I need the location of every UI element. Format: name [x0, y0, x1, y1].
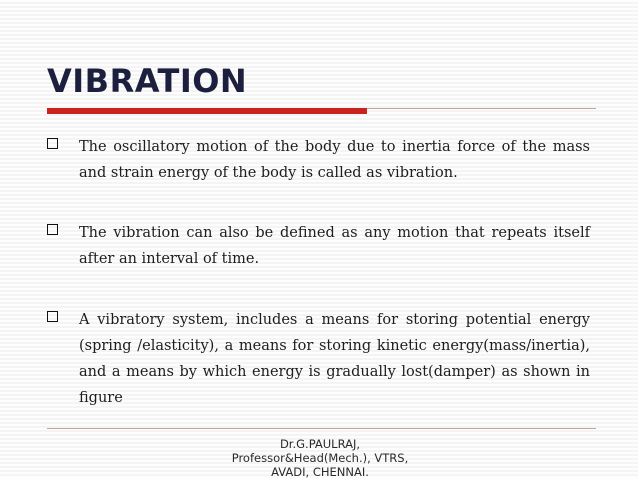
bullet-text-2: The vibration can also be defined as any motion that repeats itself after an interval of time.: [79, 225, 590, 267]
footer-credit: [200, 437, 440, 479]
footer-line-1: Dr.G.PAULRAJ,: [279, 437, 361, 451]
slide-title: VIBRATION: [47, 62, 248, 100]
footer-divider: [47, 428, 596, 429]
footer-line-3: AVADI, CHENNAI.: [271, 465, 369, 479]
bullet-item-2: [47, 220, 590, 272]
bullet-text-3: A vibratory system, includes a means for storing potential energy (spring /elasticity), a means for storing kinetic energy(mass/inertia), and a means by which energy is gradually lost(damper) as shown in figure: [79, 312, 590, 406]
square-bullet-icon: [47, 138, 58, 149]
footer-line-2: Professor&Head(Mech.), VTRS,: [231, 451, 409, 465]
bullet-item-3: [47, 307, 590, 411]
bullet-item-1: [47, 134, 590, 186]
bullet-text-1: The oscillatory motion of the body due to inertia force of the mass and strain energy of the body is called as vibration.: [79, 139, 590, 181]
square-bullet-icon: [47, 311, 58, 322]
title-underline-accent: [47, 108, 367, 114]
square-bullet-icon: [47, 224, 58, 235]
